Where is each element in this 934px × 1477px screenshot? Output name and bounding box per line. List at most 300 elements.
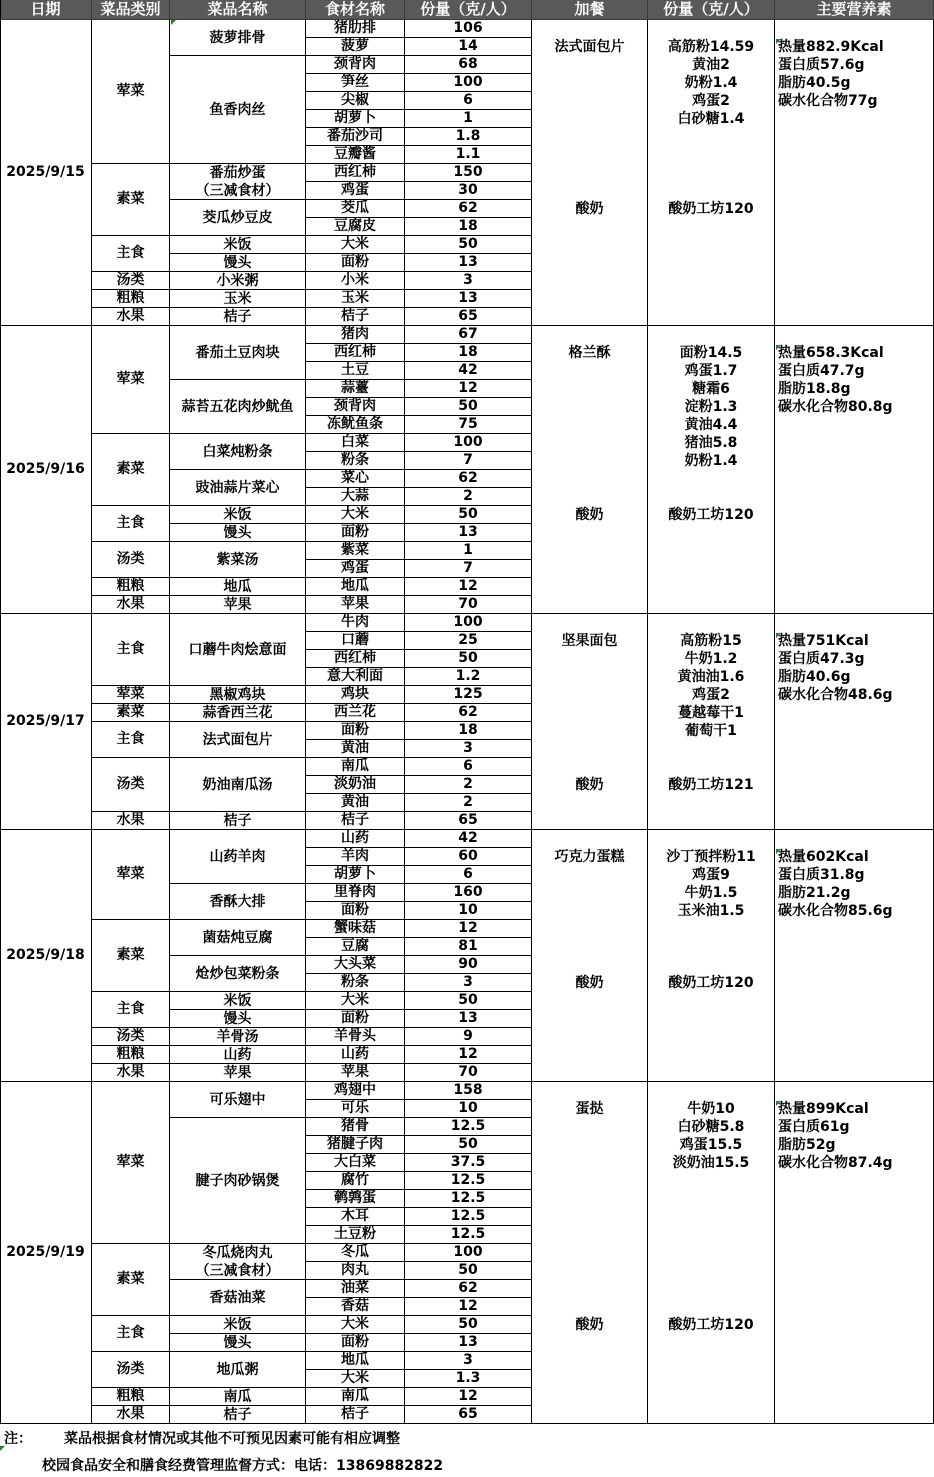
ingredient-portion: 13 xyxy=(405,1010,532,1028)
header-dish: 菜品名称 xyxy=(170,0,306,20)
ingredient-name: 番茄沙司 xyxy=(306,128,405,146)
extra-portion-line: 葡萄干1 xyxy=(685,723,737,739)
ingredient-name: 西红柿 xyxy=(306,164,405,182)
ingredient-portion: 12 xyxy=(405,920,532,938)
extra-portion-line: 玉米油1.5 xyxy=(677,903,745,919)
nutrition-cell xyxy=(775,1082,934,1424)
dish-name: 馒头 xyxy=(223,1010,252,1027)
ingredient-portion: 13 xyxy=(405,290,532,308)
ingredient-name: 可乐 xyxy=(306,1100,405,1118)
dish-cell xyxy=(170,308,306,326)
dish-cell xyxy=(170,380,306,434)
dish-cell xyxy=(170,1118,306,1244)
category-cell: 荤菜 xyxy=(92,326,170,434)
category-cell: 粗粮 xyxy=(92,1388,170,1406)
category-cell: 汤类 xyxy=(92,1352,170,1388)
dish-cell xyxy=(170,1046,306,1064)
dish-cell xyxy=(170,1028,306,1046)
dish-cell xyxy=(170,290,306,308)
ingredient-portion: 6 xyxy=(405,866,532,884)
category-cell: 荤菜 xyxy=(92,1082,170,1244)
ingredient-portion: 158 xyxy=(405,1082,532,1100)
category-cell: 汤类 xyxy=(92,272,170,290)
ingredient-portion: 1.1 xyxy=(405,146,532,164)
ingredient-name: 鸡翅中 xyxy=(306,1082,405,1100)
dish-cell xyxy=(170,470,306,506)
ingredient-portion: 30 xyxy=(405,182,532,200)
ingredient-portion: 62 xyxy=(405,704,532,722)
extra-portion-line: 鸡蛋1.7 xyxy=(684,363,738,379)
ingredient-name: 山药 xyxy=(306,1046,405,1064)
category-cell: 素菜 xyxy=(92,920,170,992)
dish-cell xyxy=(170,1010,306,1028)
ingredient-portion: 125 xyxy=(405,686,532,704)
ingredient-portion: 12 xyxy=(405,1388,532,1406)
nutrition-line: 脂肪18.8g xyxy=(778,381,851,397)
extra-portion-line: 黄油2 xyxy=(692,57,730,73)
ingredient-portion: 65 xyxy=(405,812,532,830)
ingredient-name: 猪肋排 xyxy=(306,20,405,38)
extra-portion-line: 酸奶工坊120 xyxy=(668,507,754,523)
nutrition-line: 脂肪52g xyxy=(778,1137,836,1153)
nutrition-line: 热量602Kcal xyxy=(778,849,869,865)
ingredient-name: 豆腐 xyxy=(306,938,405,956)
ingredient-name: 大米 xyxy=(306,506,405,524)
ingredient-name: 胡萝卜 xyxy=(306,866,405,884)
dish-name: 香菇油菜 xyxy=(209,1289,266,1306)
dish-name: 小米粥 xyxy=(216,272,259,289)
dish-cell xyxy=(170,1064,306,1082)
extra-portion-line: 鸡蛋15.5 xyxy=(679,1137,743,1153)
extra-portion-line: 鸡蛋9 xyxy=(692,867,730,883)
dish-name: 馒头 xyxy=(223,254,252,271)
dish-name: 紫菜汤 xyxy=(216,551,259,568)
ingredient-portion: 70 xyxy=(405,596,532,614)
dish-cell xyxy=(170,830,306,884)
dish-name: 白菜炖粉条 xyxy=(202,443,273,460)
ingredient-name: 菜心 xyxy=(306,470,405,488)
ingredient-name: 冬瓜 xyxy=(306,1244,405,1262)
nutrition-line: 碳水化合物80.8g xyxy=(778,399,893,415)
nutrition-list xyxy=(778,344,893,416)
ingredient-portion: 42 xyxy=(405,830,532,848)
nutrition-list xyxy=(778,848,893,920)
ingredient-portion: 100 xyxy=(405,434,532,452)
category-cell: 素菜 xyxy=(92,1244,170,1316)
dish-cell xyxy=(170,1244,306,1280)
extra-portion-group xyxy=(648,200,774,218)
ingredient-name: 猪腱子肉 xyxy=(306,1136,405,1154)
ingredient-portion: 6 xyxy=(405,758,532,776)
dish-name: 口蘑牛肉烩意面 xyxy=(188,641,287,658)
dish-name: 羊骨汤 xyxy=(216,1028,259,1045)
ingredient-portion: 13 xyxy=(405,254,532,272)
ingredient-portion: 81 xyxy=(405,938,532,956)
dish-cell xyxy=(170,236,306,254)
extra-portion-line: 奶粉1.4 xyxy=(684,453,738,469)
ingredient-name: 黄油 xyxy=(306,794,405,812)
ingredient-name: 颈背肉 xyxy=(306,398,405,416)
category-cell: 主食 xyxy=(92,722,170,758)
dish-cell xyxy=(170,164,306,200)
ingredient-portion: 18 xyxy=(405,344,532,362)
header-nutrition: 主要营养素 xyxy=(775,0,934,20)
extra-cell xyxy=(532,326,648,614)
ingredient-name: 大米 xyxy=(306,992,405,1010)
ingredient-portion: 12 xyxy=(405,578,532,596)
ingredient-portion: 62 xyxy=(405,470,532,488)
dish-cell xyxy=(170,920,306,956)
category-cell: 主食 xyxy=(92,236,170,272)
extra-portion-line: 黄油4.4 xyxy=(684,417,738,433)
ingredient-portion: 1 xyxy=(405,542,532,560)
dish-cell xyxy=(170,254,306,272)
ingredient-portion: 50 xyxy=(405,506,532,524)
ingredient-portion: 67 xyxy=(405,326,532,344)
extra-item: 格兰酥 xyxy=(568,345,611,361)
extra-portion-line: 牛奶1.2 xyxy=(684,651,738,667)
dish-name: 馒头 xyxy=(223,1334,252,1351)
nutrition-line: 蛋白质61g xyxy=(778,1119,850,1135)
cell-comment-marker xyxy=(776,849,781,854)
ingredient-name: 里脊肉 xyxy=(306,884,405,902)
ingredient-name: 西兰花 xyxy=(306,704,405,722)
extra-portion-cell xyxy=(648,1082,775,1424)
extra-item: 法式面包片 xyxy=(554,39,625,55)
extra-portion-cell xyxy=(648,20,775,326)
ingredient-name: 香菇 xyxy=(306,1298,405,1316)
dish-cell xyxy=(170,1082,306,1118)
dish-name: 黑椒鸡块 xyxy=(209,686,266,703)
ingredient-portion: 50 xyxy=(405,1262,532,1280)
extra-portion-line: 鸡蛋2 xyxy=(692,687,730,703)
ingredient-name: 南瓜 xyxy=(306,1388,405,1406)
ingredient-name: 玉米 xyxy=(306,290,405,308)
ingredient-name: 蒜薹 xyxy=(306,380,405,398)
nutrition-cell xyxy=(775,830,934,1082)
ingredient-name: 苹果 xyxy=(306,596,405,614)
ingredient-portion: 70 xyxy=(405,1064,532,1082)
extra-item: 酸奶 xyxy=(575,1317,604,1333)
category-cell: 主食 xyxy=(92,614,170,686)
nutrition-line: 热量658.3Kcal xyxy=(778,345,884,361)
ingredient-portion: 1.8 xyxy=(405,128,532,146)
dish-name: 豉油蒜片菜心 xyxy=(195,479,280,496)
ingredient-name: 大米 xyxy=(306,1370,405,1388)
ingredient-name: 粉条 xyxy=(306,974,405,992)
extra-portion-group xyxy=(648,974,774,992)
ingredient-name: 豆瓣酱 xyxy=(306,146,405,164)
extra-cell xyxy=(532,20,648,326)
category-cell: 汤类 xyxy=(92,542,170,578)
extra-portion-cell xyxy=(648,830,775,1082)
extra-item: 巧克力蛋糕 xyxy=(554,849,625,865)
extra-portion-line: 牛奶10 xyxy=(687,1101,735,1117)
category-cell: 素菜 xyxy=(92,164,170,236)
extra-portion-line: 淡奶油15.5 xyxy=(672,1155,750,1171)
ingredient-name: 大米 xyxy=(306,1316,405,1334)
ingredient-portion: 2 xyxy=(405,776,532,794)
nutrition-list xyxy=(778,632,893,704)
extra-cell xyxy=(532,830,648,1082)
header-category: 菜品类别 xyxy=(92,0,170,20)
dish-name: 桔子 xyxy=(223,812,252,829)
ingredient-name: 面粉 xyxy=(306,722,405,740)
nutrition-list xyxy=(778,1100,893,1172)
ingredient-name: 羊肉 xyxy=(306,848,405,866)
day-date: 2025/9/19 xyxy=(0,1082,92,1424)
ingredient-portion: 1 xyxy=(405,110,532,128)
dish-cell xyxy=(170,614,306,686)
ingredient-name: 大米 xyxy=(306,236,405,254)
category-cell: 水果 xyxy=(92,596,170,614)
ingredient-portion: 25 xyxy=(405,632,532,650)
extra-portion-line: 猪油5.8 xyxy=(684,435,738,451)
category-cell: 水果 xyxy=(92,1064,170,1082)
extra-portion-line: 淀粉1.3 xyxy=(684,399,738,415)
extra-cell xyxy=(532,1082,648,1424)
ingredient-portion: 12.5 xyxy=(405,1208,532,1226)
ingredient-name: 鸡蛋 xyxy=(306,560,405,578)
dish-name: 米饭 xyxy=(223,506,252,523)
extra-portion-line: 高筋粉15 xyxy=(680,633,742,649)
extra-portion-group xyxy=(648,776,774,794)
dish-name: 菠萝排骨 xyxy=(209,29,266,46)
nutrition-cell xyxy=(775,326,934,614)
nutrition-line: 脂肪40.5g xyxy=(778,75,851,91)
header-extra-portion: 份量（克/人） xyxy=(648,0,775,20)
dish-name: 桔子 xyxy=(223,1406,252,1423)
header-extra: 加餐 xyxy=(532,0,648,20)
extra-portion-line: 鸡蛋2 xyxy=(692,93,730,109)
dish-cell xyxy=(170,956,306,992)
day-date: 2025/9/15 xyxy=(0,20,92,326)
dish-name: 苹果 xyxy=(223,1064,252,1081)
cell-comment-marker xyxy=(776,633,781,638)
day-date: 2025/9/18 xyxy=(0,830,92,1082)
extra-portion-line: 面粉14.5 xyxy=(679,345,743,361)
ingredient-name: 鹌鹑蛋 xyxy=(306,1190,405,1208)
ingredient-name: 木耳 xyxy=(306,1208,405,1226)
ingredient-name: 桔子 xyxy=(306,308,405,326)
dish-cell xyxy=(170,596,306,614)
ingredient-portion: 13 xyxy=(405,524,532,542)
ingredient-portion: 68 xyxy=(405,56,532,74)
dish-cell xyxy=(170,506,306,524)
ingredient-portion: 1.3 xyxy=(405,1370,532,1388)
ingredient-name: 猪肉 xyxy=(306,326,405,344)
ingredient-portion: 90 xyxy=(405,956,532,974)
dish-cell xyxy=(170,992,306,1010)
extra-portion-group xyxy=(648,1316,774,1334)
extra-portion-group xyxy=(648,38,774,128)
ingredient-portion: 12.5 xyxy=(405,1118,532,1136)
ingredient-name: 小米 xyxy=(306,272,405,290)
ingredient-name: 大蒜 xyxy=(306,488,405,506)
ingredient-name: 面粉 xyxy=(306,524,405,542)
ingredient-name: 颈背肉 xyxy=(306,56,405,74)
ingredient-portion: 75 xyxy=(405,416,532,434)
extra-portion-line: 酸奶工坊120 xyxy=(668,201,754,217)
ingredient-name: 腐竹 xyxy=(306,1172,405,1190)
ingredient-name: 尖椒 xyxy=(306,92,405,110)
dish-name: 蒜苔五花肉炒鱿鱼 xyxy=(181,398,294,415)
ingredient-name: 桔子 xyxy=(306,812,405,830)
ingredient-name: 菠萝 xyxy=(306,38,405,56)
ingredient-name: 羊骨头 xyxy=(306,1028,405,1046)
ingredient-name: 土豆 xyxy=(306,362,405,380)
ingredient-name: 南瓜 xyxy=(306,758,405,776)
extra-portion-line: 酸奶工坊121 xyxy=(668,777,754,793)
nutrition-line: 碳水化合物77g xyxy=(778,93,878,109)
dish-cell xyxy=(170,56,306,164)
category-cell: 素菜 xyxy=(92,704,170,722)
nutrition-line: 热量899Kcal xyxy=(778,1101,869,1117)
category-cell: 荤菜 xyxy=(92,830,170,920)
dish-cell xyxy=(170,812,306,830)
dish-name: 山药 xyxy=(223,1046,252,1063)
ingredient-name: 大白菜 xyxy=(306,1154,405,1172)
ingredient-portion: 12 xyxy=(405,380,532,398)
nutrition-line: 热量882.9Kcal xyxy=(778,39,884,55)
extra-portion-line: 白砂糖1.4 xyxy=(677,111,745,127)
ingredient-name: 口蘑 xyxy=(306,632,405,650)
dish-cell xyxy=(170,1388,306,1406)
ingredient-name: 面粉 xyxy=(306,1334,405,1352)
dish-name: 冬瓜烧肉丸 xyxy=(202,1244,273,1261)
extra-portion-line: 白砂糖5.8 xyxy=(677,1119,745,1135)
ingredient-portion: 150 xyxy=(405,164,532,182)
category-cell: 主食 xyxy=(92,506,170,542)
dish-name: 南瓜 xyxy=(223,1388,252,1405)
ingredient-portion: 50 xyxy=(405,1316,532,1334)
extra-portion-group xyxy=(648,848,774,920)
ingredient-name: 地瓜 xyxy=(306,578,405,596)
extra-item: 坚果面包 xyxy=(561,633,618,649)
dish-name: 鱼香肉丝 xyxy=(209,101,266,118)
ingredient-portion: 7 xyxy=(405,452,532,470)
ingredient-name: 意大利面 xyxy=(306,668,405,686)
ingredient-portion: 3 xyxy=(405,272,532,290)
dish-cell xyxy=(170,1406,306,1424)
extra-portion-line: 糖霜6 xyxy=(692,381,730,397)
ingredient-portion: 10 xyxy=(405,1100,532,1118)
ingredient-portion: 160 xyxy=(405,884,532,902)
ingredient-portion: 42 xyxy=(405,362,532,380)
dish-name: 香酥大排 xyxy=(209,893,266,910)
dish-name: 米饭 xyxy=(223,1316,252,1333)
ingredient-portion: 50 xyxy=(405,650,532,668)
nutrition-line: 碳水化合物48.6g xyxy=(778,687,893,703)
dish-cell xyxy=(170,524,306,542)
category-cell: 荤菜 xyxy=(92,20,170,164)
dish-cell xyxy=(170,1334,306,1352)
extra-portion-line: 牛奶1.5 xyxy=(684,885,738,901)
ingredient-name: 桔子 xyxy=(306,1406,405,1424)
extra-item: 酸奶 xyxy=(575,975,604,991)
category-cell: 主食 xyxy=(92,1316,170,1352)
nutrition-line: 蛋白质47.7g xyxy=(778,363,865,379)
dish-name: 地瓜 xyxy=(223,578,252,595)
note-label: 注： xyxy=(4,1431,32,1447)
ingredient-name: 西红柿 xyxy=(306,650,405,668)
ingredient-portion: 106 xyxy=(405,20,532,38)
dish-name: 番茄炒蛋 xyxy=(209,164,266,181)
ingredient-portion: 18 xyxy=(405,218,532,236)
extra-portion-group xyxy=(648,344,774,470)
ingredient-portion: 3 xyxy=(405,1352,532,1370)
note-text: 菜品根据食材情况或其他不可预见因素可能有相应调整 xyxy=(64,1431,400,1447)
ingredient-name: 黄油 xyxy=(306,740,405,758)
dish-name: 山药羊肉 xyxy=(209,848,266,865)
category-cell: 主食 xyxy=(92,992,170,1028)
ingredient-portion: 50 xyxy=(405,398,532,416)
ingredient-name: 地瓜 xyxy=(306,1352,405,1370)
ingredient-portion: 1.2 xyxy=(405,668,532,686)
dish-name: （三减食材） xyxy=(195,182,280,199)
ingredient-name: 笋丝 xyxy=(306,74,405,92)
dish-name: 菌菇炖豆腐 xyxy=(202,929,273,946)
extra-item: 酸奶 xyxy=(575,507,604,523)
dish-name: 桔子 xyxy=(223,308,252,325)
ingredient-name: 面粉 xyxy=(306,902,405,920)
ingredient-portion: 2 xyxy=(405,488,532,506)
day-date: 2025/9/16 xyxy=(0,326,92,614)
cell-comment-marker xyxy=(171,20,176,25)
dish-cell xyxy=(170,1316,306,1334)
dish-cell xyxy=(170,1352,306,1388)
ingredient-name: 猪骨 xyxy=(306,1118,405,1136)
dish-cell xyxy=(170,1280,306,1316)
ingredient-name: 苹果 xyxy=(306,1064,405,1082)
nutrition-list xyxy=(778,38,884,110)
dish-cell xyxy=(170,326,306,380)
dish-name: 玉米 xyxy=(223,290,252,307)
nutrition-line: 热量751Kcal xyxy=(778,633,869,649)
dish-name: 米饭 xyxy=(223,236,252,253)
ingredient-portion: 3 xyxy=(405,740,532,758)
ingredient-name: 牛肉 xyxy=(306,614,405,632)
extra-portion-line: 奶粉1.4 xyxy=(684,75,738,91)
ingredient-portion: 62 xyxy=(405,200,532,218)
ingredient-portion: 10 xyxy=(405,902,532,920)
ingredient-name: 鸡蛋 xyxy=(306,182,405,200)
ingredient-portion: 50 xyxy=(405,236,532,254)
ingredient-name: 土豆粉 xyxy=(306,1226,405,1244)
nutrition-line: 碳水化合物85.6g xyxy=(778,903,893,919)
ingredient-name: 豆腐皮 xyxy=(306,218,405,236)
nutrition-line: 蛋白质47.3g xyxy=(778,651,865,667)
day-date: 2025/9/17 xyxy=(0,614,92,830)
extra-portion-group xyxy=(648,506,774,524)
category-cell: 粗粮 xyxy=(92,1046,170,1064)
ingredient-portion: 100 xyxy=(405,1244,532,1262)
extra-portion-line: 酸奶工坊120 xyxy=(668,1317,754,1333)
ingredient-portion: 18 xyxy=(405,722,532,740)
nutrition-cell xyxy=(775,614,934,830)
dish-cell xyxy=(170,578,306,596)
ingredient-portion: 12 xyxy=(405,1046,532,1064)
ingredient-name: 面粉 xyxy=(306,254,405,272)
ingredient-portion: 100 xyxy=(405,74,532,92)
ingredient-portion: 12.5 xyxy=(405,1172,532,1190)
ingredient-name: 粉条 xyxy=(306,452,405,470)
dish-cell xyxy=(170,272,306,290)
ingredient-portion: 13 xyxy=(405,1334,532,1352)
ingredient-name: 肉丸 xyxy=(306,1262,405,1280)
extra-portion-line: 黄油油1.6 xyxy=(677,669,745,685)
dish-name: 米饭 xyxy=(223,992,252,1009)
